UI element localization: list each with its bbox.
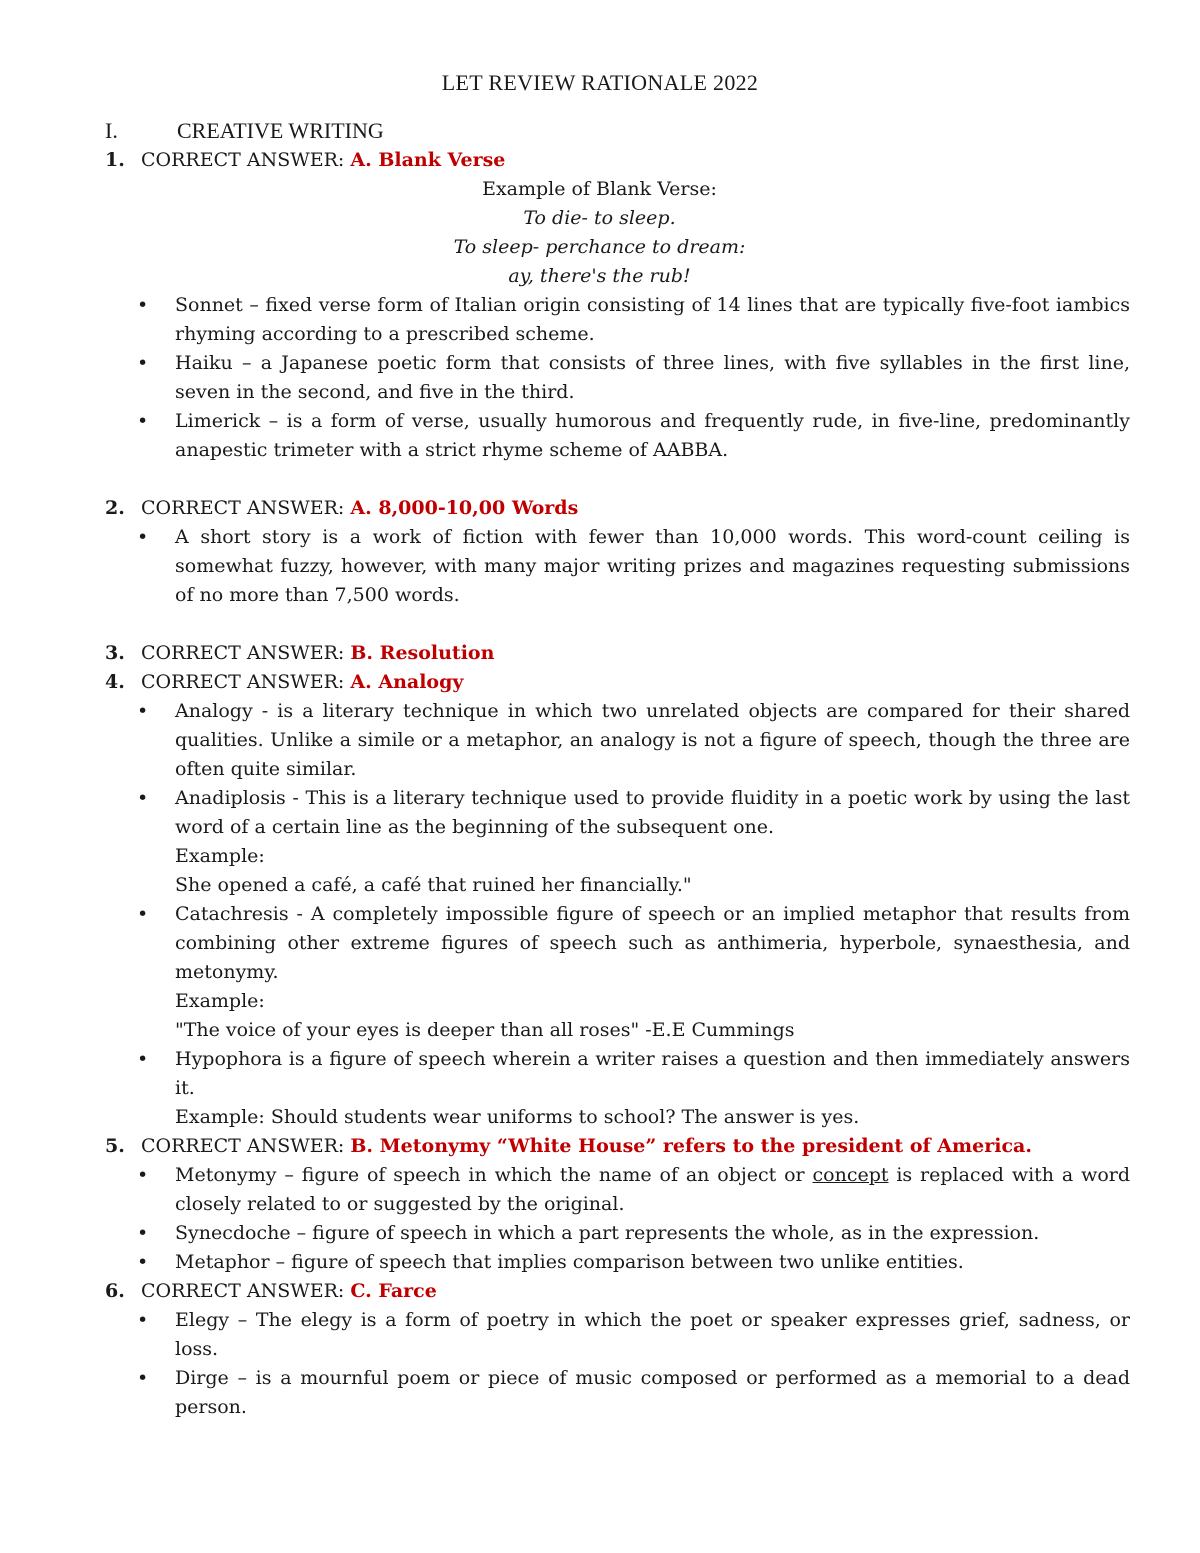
bullet-item: [175, 697, 1130, 784]
example-line: To die- to sleep.: [523, 207, 676, 229]
answer-lead: CORRECT ANSWER:: [141, 1135, 351, 1157]
section-heading: [105, 118, 384, 144]
correct-answer: A. 8,000-10,00 Words: [350, 497, 579, 519]
example-label: Example:: [175, 990, 265, 1012]
question-item: [105, 1132, 1130, 1161]
bullet-text: Anadiplosis - This is a literary technique used to provide fluidity in a poetic work by using the last word of a certain line as the beginning of the subsequent one.: [175, 787, 1130, 838]
bullet-list: [105, 291, 1130, 465]
correct-answer: A. Blank Verse: [350, 149, 506, 171]
bullet-item: [175, 784, 1130, 900]
example-label: Example:: [175, 845, 265, 867]
bullet-item: • Sonnet – fixed verse form of Italian origin consisting of 14 lines that are typically five-foot iambics rhyming according to a prescribed scheme.: [175, 291, 1130, 349]
bullet-item: • A short story is a work of fiction with fewer than 10,000 words. This word-count ceiling is somewhat fuzzy, however, with many major writing prizes and magazines requesting submissions of no more than 7,500 words.: [175, 523, 1130, 610]
bullet-item: [175, 1248, 1130, 1277]
bullet-item: [175, 1161, 1130, 1219]
bullet-list: [105, 1161, 1130, 1277]
correct-answer: B. Resolution: [350, 642, 495, 664]
correct-answer: B. Metonymy “White House” refers to the president of America.: [350, 1135, 1032, 1157]
bullet-list: [105, 697, 1130, 1132]
bullet-text: Analogy - is a literary technique in which two unrelated objects are compared for their shared qualities. Unlike a simile or a metaphor, an analogy is not a figure of speech, though the three are often quite similar.: [175, 700, 1130, 780]
bullet-item: [175, 1219, 1130, 1248]
bullet-item: • Haiku – a Japanese poetic form that consists of three lines, with five syllables in the first line, seven in the second, and five in the third.: [175, 349, 1130, 407]
bullet-text: is replaced with a word closely related to or suggested by the original.: [175, 1164, 1131, 1215]
bullet-item: • Limerick – is a form of verse, usually humorous and frequently rude, in five-line, predominantly anapestic trimeter with a strict rhyme scheme of AABBA.: [175, 407, 1130, 465]
question-item: [105, 639, 1130, 668]
answer-list: [105, 146, 1130, 1422]
correct-answer: C. Farce: [350, 1280, 437, 1302]
answer-lead: CORRECT ANSWER:: [141, 1280, 351, 1302]
question-item: [105, 668, 1130, 697]
question-item: [105, 494, 1130, 523]
correct-answer: A. Analogy: [350, 671, 464, 693]
answer-lead: CORRECT ANSWER:: [141, 149, 351, 171]
question-number: 2.: [105, 497, 125, 519]
example-label: Example of Blank Verse:: [482, 178, 717, 200]
bullet-text: Metaphor – figure of speech that implies comparison between two unlike entities.: [175, 1251, 964, 1273]
bullet-item: [175, 900, 1130, 1045]
example-line: To sleep- perchance to dream:: [453, 236, 746, 258]
question-number: 6.: [105, 1280, 125, 1302]
document-title: LET REVIEW RATIONALE 2022: [441, 70, 759, 95]
bullet-text: Hypophora is a figure of speech wherein a writer raises a question and then immediately answers it.: [175, 1048, 1130, 1099]
example-block: [105, 175, 1130, 291]
question-number: 5.: [105, 1135, 125, 1157]
example-text: "The voice of your eyes is deeper than all roses" -E.E Cummings: [175, 1019, 795, 1041]
question-number: 1.: [105, 149, 125, 171]
example-text: She opened a café, a café that ruined her financially.": [175, 874, 692, 896]
answer-lead: CORRECT ANSWER:: [141, 671, 351, 693]
question-item: [105, 1277, 1130, 1306]
question-item: [105, 146, 1130, 175]
underlined-term: concept: [812, 1164, 889, 1186]
bullet-item: • Dirge – is a mournful poem or piece of music composed or performed as a memorial to a dead person.: [175, 1364, 1130, 1422]
answer-lead: CORRECT ANSWER:: [141, 497, 351, 519]
example-text: Example: Should students wear uniforms to school? The answer is yes.: [175, 1106, 860, 1128]
example-line: ay, there's the rub!: [508, 265, 691, 287]
bullet-text: Catachresis - A completely impossible figure of speech or an implied metaphor that results from combining other extreme figures of speech such as anthimeria, hyperbole, synaesthesia, and metonymy.: [175, 903, 1130, 983]
bullet-text: Metonymy – figure of speech in which the name of an object or: [175, 1164, 813, 1186]
answer-lead: CORRECT ANSWER:: [141, 642, 351, 664]
bullet-text: Synecdoche – figure of speech in which a part represents the whole, as in the expression.: [175, 1222, 1040, 1244]
bullet-list: [105, 1306, 1130, 1422]
bullet-item: • Elegy – The elegy is a form of poetry in which the poet or speaker expresses grief, sadness, or loss.: [175, 1306, 1130, 1364]
question-number: 3.: [105, 642, 125, 664]
bullet-list: [105, 523, 1130, 610]
bullet-item: [175, 1045, 1130, 1132]
section-label: CREATIVE WRITING: [177, 118, 384, 143]
section-number: I.: [105, 118, 118, 143]
question-number: 4.: [105, 671, 125, 693]
